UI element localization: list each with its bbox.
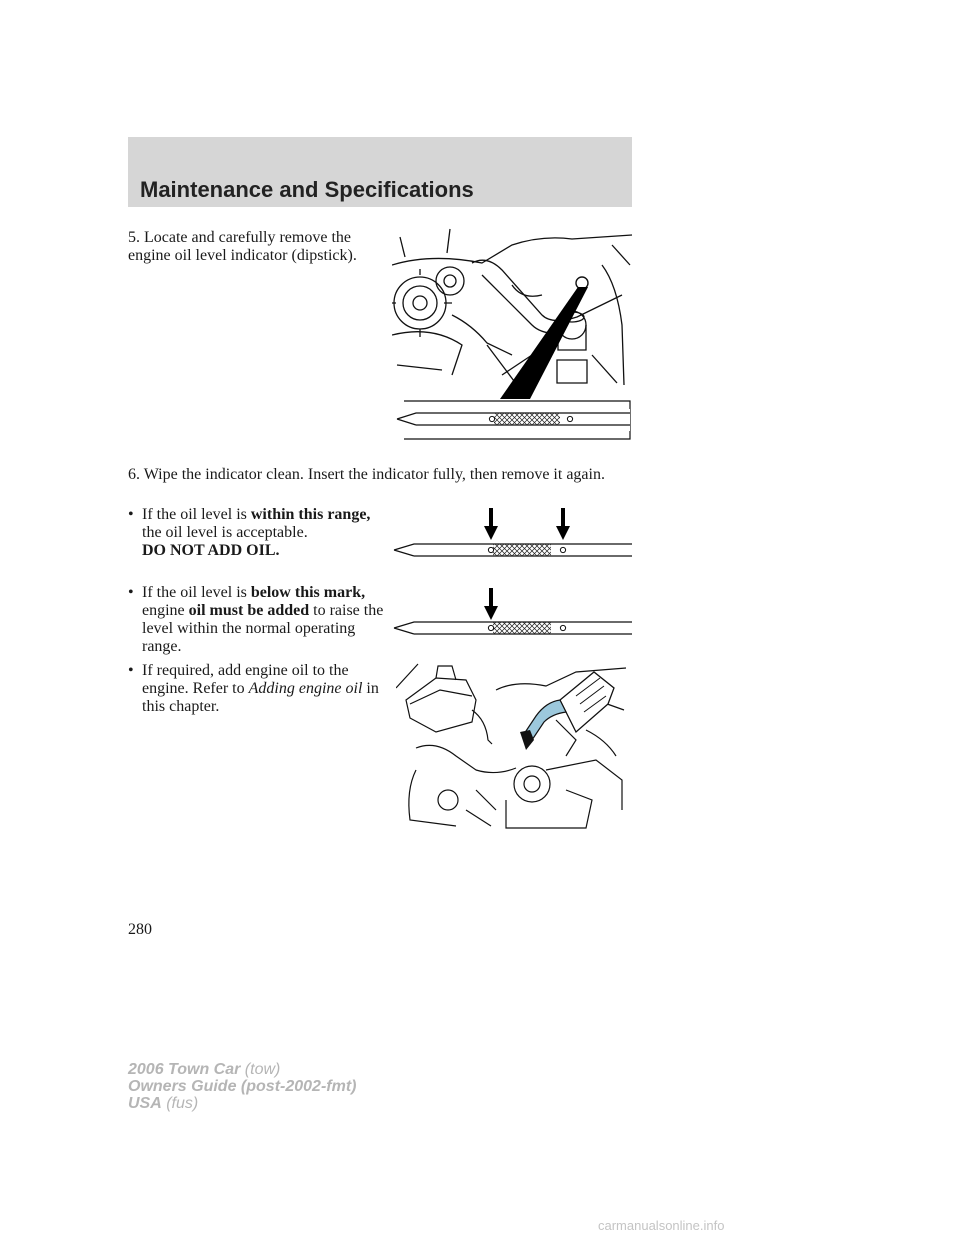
oil-must-be-added-emphasis: oil must be added: [188, 602, 310, 619]
document-footer: 2006 Town Car (tow) Owners Guide (post-2002-fmt) USA (fus): [128, 1061, 357, 1112]
within-range-emphasis: within this range,: [250, 506, 371, 523]
bullet-add-oil: • If required, add engine oil to the engine. Refer to Adding engine oil in this chapter.: [128, 662, 379, 715]
adding-oil-illustration: [396, 660, 626, 832]
adding-engine-oil-reference: Adding engine oil: [248, 680, 363, 697]
arrow-down-icon: [484, 588, 498, 620]
do-not-add-oil-warning: DO NOT ADD OIL.: [142, 542, 280, 559]
bullet-below-mark: • If the oil level is below this mark, engine oil must be added to raise the level within the normal operating range.: [128, 584, 384, 655]
arrow-down-icon: [556, 508, 570, 540]
below-mark-emphasis: below this mark,: [250, 584, 366, 601]
section-title: Maintenance and Specifications: [140, 177, 474, 202]
dipstick-below-mark-illustration: [392, 586, 634, 638]
dipstick-location-illustration: [392, 225, 634, 443]
bullet-within-range: • If the oil level is within this range, the oil level is acceptable. DO NOT ADD OIL.: [128, 506, 371, 559]
page-number: 280: [128, 921, 152, 938]
arrow-down-icon: [484, 508, 498, 540]
step-5-text: 5. Locate and carefully remove the engine oil level indicator (dipstick).: [128, 229, 357, 264]
dipstick-within-range-illustration: [392, 506, 634, 564]
step-6-text: 6. Wipe the indicator clean. Insert the indicator fully, then remove it again.: [128, 466, 605, 483]
section-header: [128, 137, 632, 207]
watermark: carmanualsonline.info: [598, 1218, 725, 1233]
